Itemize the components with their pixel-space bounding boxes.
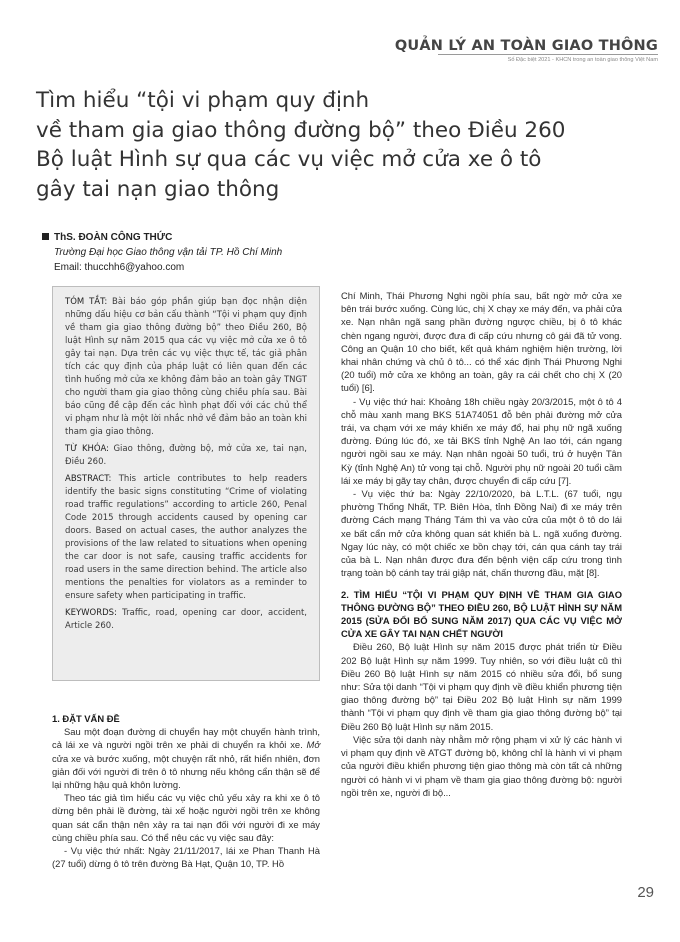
running-header-title: QUẢN LÝ AN TOÀN GIAO THÔNG [394,38,658,54]
left-paragraph-3: - Vụ việc thứ nhất: Ngày 21/11/2017, lái xe Phan Thanh Hà (27 tuổi) dừng ô tô trên đường Bà Hạt, Quận 10, TP. Hồ [52,845,320,870]
header-rule [438,54,658,55]
title-line-3: Bộ luật Hình sự qua các vụ việc mở cửa xe ô tô [36,147,542,172]
bullet-square-icon [42,233,49,240]
abstract-vi [65,296,307,439]
left-column [52,712,320,870]
abstract-en [65,473,307,603]
author-email: Email: thucchh6@yahoo.com [54,262,185,273]
title-line-2: về tham gia giao thông đường bộ” theo Điều 260 [36,117,566,143]
author-affiliation: Trường Đại học Giao thông vận tải TP. Hồ Chí Minh [54,247,283,258]
running-header-issue: Số Đặc biệt 2021 - KHCN trong an toàn giao thông Việt Nam [507,57,658,63]
right-paragraph-5: Việc sửa tội danh này nhằm mở rộng phạm vi xử lý các hành vi vi phạm quy định về ATGT đường bộ, không chỉ là hành vi vi phạm của người điều khiển phương tiện giao thông mà còn tất cả những người có hành vi vi phạm về tham gia giao thông đường bộ: người ngồi trên xe, người đi bộ... [341,733,622,798]
keywords-en-text: Traffic, road, opening car door, accident, Article 260. [65,608,307,631]
keywords-en-label: KEYWORDS: [65,608,117,618]
title-line-4: gây tai nạn giao thông [36,176,280,202]
keywords-vi [65,443,307,469]
author-name-line [42,230,282,245]
left-p1-part-a: Sau một đoạn đường di chuyển hay một chuyến hành trình, cả lái xe và người ngồi trên xe phải di chuyển ra khỏi xe. [52,726,320,751]
left-paragraph-2: Theo tác giả tìm hiểu các vụ việc chủ yếu xảy ra khi xe ô tô dừng bên phải lề đường, tài xế hoặc người ngồi trên xe không quan sát cẩn thận nên xảy ra tai nạn đối với người đi xe máy cùng chiều phía sau. Có thể nêu các vụ việc sau đây: [52,792,320,843]
right-paragraph-3: - Vụ việc thứ ba: Ngày 22/10/2020, bà L.T.L. (67 tuổi, ngụ phường Thống Nhất, TP. Biên Hòa, tỉnh Đồng Nai) đi xe máy trên đường Cách mạng Tháng Tám thì va vào cửa của một ô tô do lái xe bất cẩn mở cửa không quan sát khiến bà L. ngã xuống đường. Ngay lúc này, có một chiếc xe bồn chạy tới, cán qua cánh tay trái của bà L. Nạn nhân được đưa đến bệnh viện cấp cứu trong tình trạng toàn bộ cánh tay trái giập nát, chấn thương đầu, mặt [8]. [341,488,622,579]
article-title [36,86,646,204]
tomtat-text: Bài báo góp phần giúp bạn đọc nhận diện những dấu hiệu cơ bản cấu thành “Tội vi phạm quy định về tham gia giao thông đường bộ” theo Điều 260, Bộ luật Hình sự năm 2015 qua các vụ việc mở cửa xe ô tô gây tai nạn. Dựa trên các vụ việc thực tế, tác giả phân tích các quy định của pháp luật có liên quan đến các tình huống mở cửa xe không đảm bảo an toàn gây TNGT cho người tham gia giao thông cùng chiều phía sau. Bài báo cũng đề cập đến các hình phạt đối với các chủ thể vi phạm như là một lời nhắc nhở về đảm bảo an toàn khi tham gia giao thông. [65,297,307,437]
author-name: ThS. ĐOÀN CÔNG THỨC [54,232,173,243]
right-column [341,289,622,799]
left-paragraph-1 [52,725,320,791]
tukhoa-text: Giao thông, đường bộ, mở cửa xe, tai nạn, Điều 260. [65,444,307,467]
left-p1-part-b: cửa xe và bước xuống, một chuyện rất nhỏ, rất hiển nhiên, đơn giản đối với người đi trên ô tô nhưng nếu không cẩn thận sẽ để lại những hậu quả khôn lường. [52,752,320,791]
page-number: 29 [637,884,654,901]
section-1-heading: 1. ĐẶT VẤN ĐỀ [52,713,120,724]
author-block [42,230,282,275]
abstract-en-label: ABSTRACT: [65,474,112,484]
right-paragraph-4: Điều 260, Bộ luật Hình sự năm 2015 được phát triển từ Điều 202 Bộ luật Hình sự năm 1999. Tuy nhiên, so với điều luật cũ thì Điều 260 Bộ luật Hình sự năm 2015 có nhiều sửa đổi, bổ sung như: Sửa tội danh “Tội vi phạm quy định về điều khiển phương tiện giao thông đường bộ” tại Điều 202 Bộ luật Hình sự năm 1999 thành “Tội vi phạm quy định về tham gia giao thông đường bộ” tại Điều 260 Bộ luật Hình sự năm 2015. [341,641,622,732]
tukhoa-label: TỪ KHÓA: [65,444,109,454]
left-p1-emphasis: Mở [306,739,320,751]
keywords-en [65,607,307,633]
section-2-heading: 2. TÌM HIỂU “TỘI VI PHẠM QUY ĐỊNH VỀ THAM GIA GIAO THÔNG ĐƯỜNG BỘ” THEO ĐIỀU 260, BỘ LUẬT HÌNH SỰ NĂM 2015 (SỬA ĐỔI BỔ SUNG NĂM 2017) QUA CÁC VỤ VIỆC MỞ CỬA XE GÂY TAI NẠN CHẾT NGƯỜI [341,589,622,640]
abstract-box [52,286,320,681]
abstract-en-text: This article contributes to help readers identify the basic signs constituting “Crime of violating road traffic regulations” according to article 260, Penal Code 2015 through accidents caused by opening car doors. Based on actual cases, the author analyzes the provisions of the law related to situations when opening the car door is not safe, causing traffic accidents for road users in the same direction behind. The article also mentions the penalties for violators as a reminder to ensure safety when participating in traffic. [65,474,307,601]
right-paragraph-1: Chí Minh, Thái Phương Nghi ngồi phía sau, bất ngờ mở cửa xe bên trái bước xuống. Cùng lúc, chị X chạy xe máy đến, va phải cửa xe. Nạn nhân ngã sang phần đường ngược chiều, bị ô tô khác chèn ngang người, được đưa đi cấp cứu nhưng cô gái đã tử vong. Công an Quận 10 cho biết, kết quả khám nghiệm hiện trường, lời khai nhân chứng và chủ ô tô... có thể xác định Thái Phương Nghi (20 tuổi) mở cửa xe không an toàn, gây ra cái chết cho chị X (20 tuổi) [6]. [341,290,622,394]
right-paragraph-2: - Vụ việc thứ hai: Khoảng 18h chiều ngày 20/3/2015, một ô tô 4 chỗ màu xanh mang BKS 51A74051 đỗ bên phải đường mở cửa trái, va chạm với xe máy khiến xe máy đổ, hai phụ nữ ngã xuống đường. Đúng lúc đó, xe tải BKS tỉnh Nghệ An lao tới, cán ngang người ngồi sau xe máy. Nạn nhân ngoài 50 tuổi, trú ở huyện Tân Kỳ (tỉnh Nghệ An) tử vong tại chỗ. Người phụ nữ ngoài 20 tuổi cầm lái xe máy bị gãy tay chân, được chuyển đi cấp cứu [7]. [341,395,622,486]
title-line-1: Tìm hiểu “tội vi phạm quy định [36,88,370,113]
tomtat-label: TÓM TẮT: [65,297,108,307]
